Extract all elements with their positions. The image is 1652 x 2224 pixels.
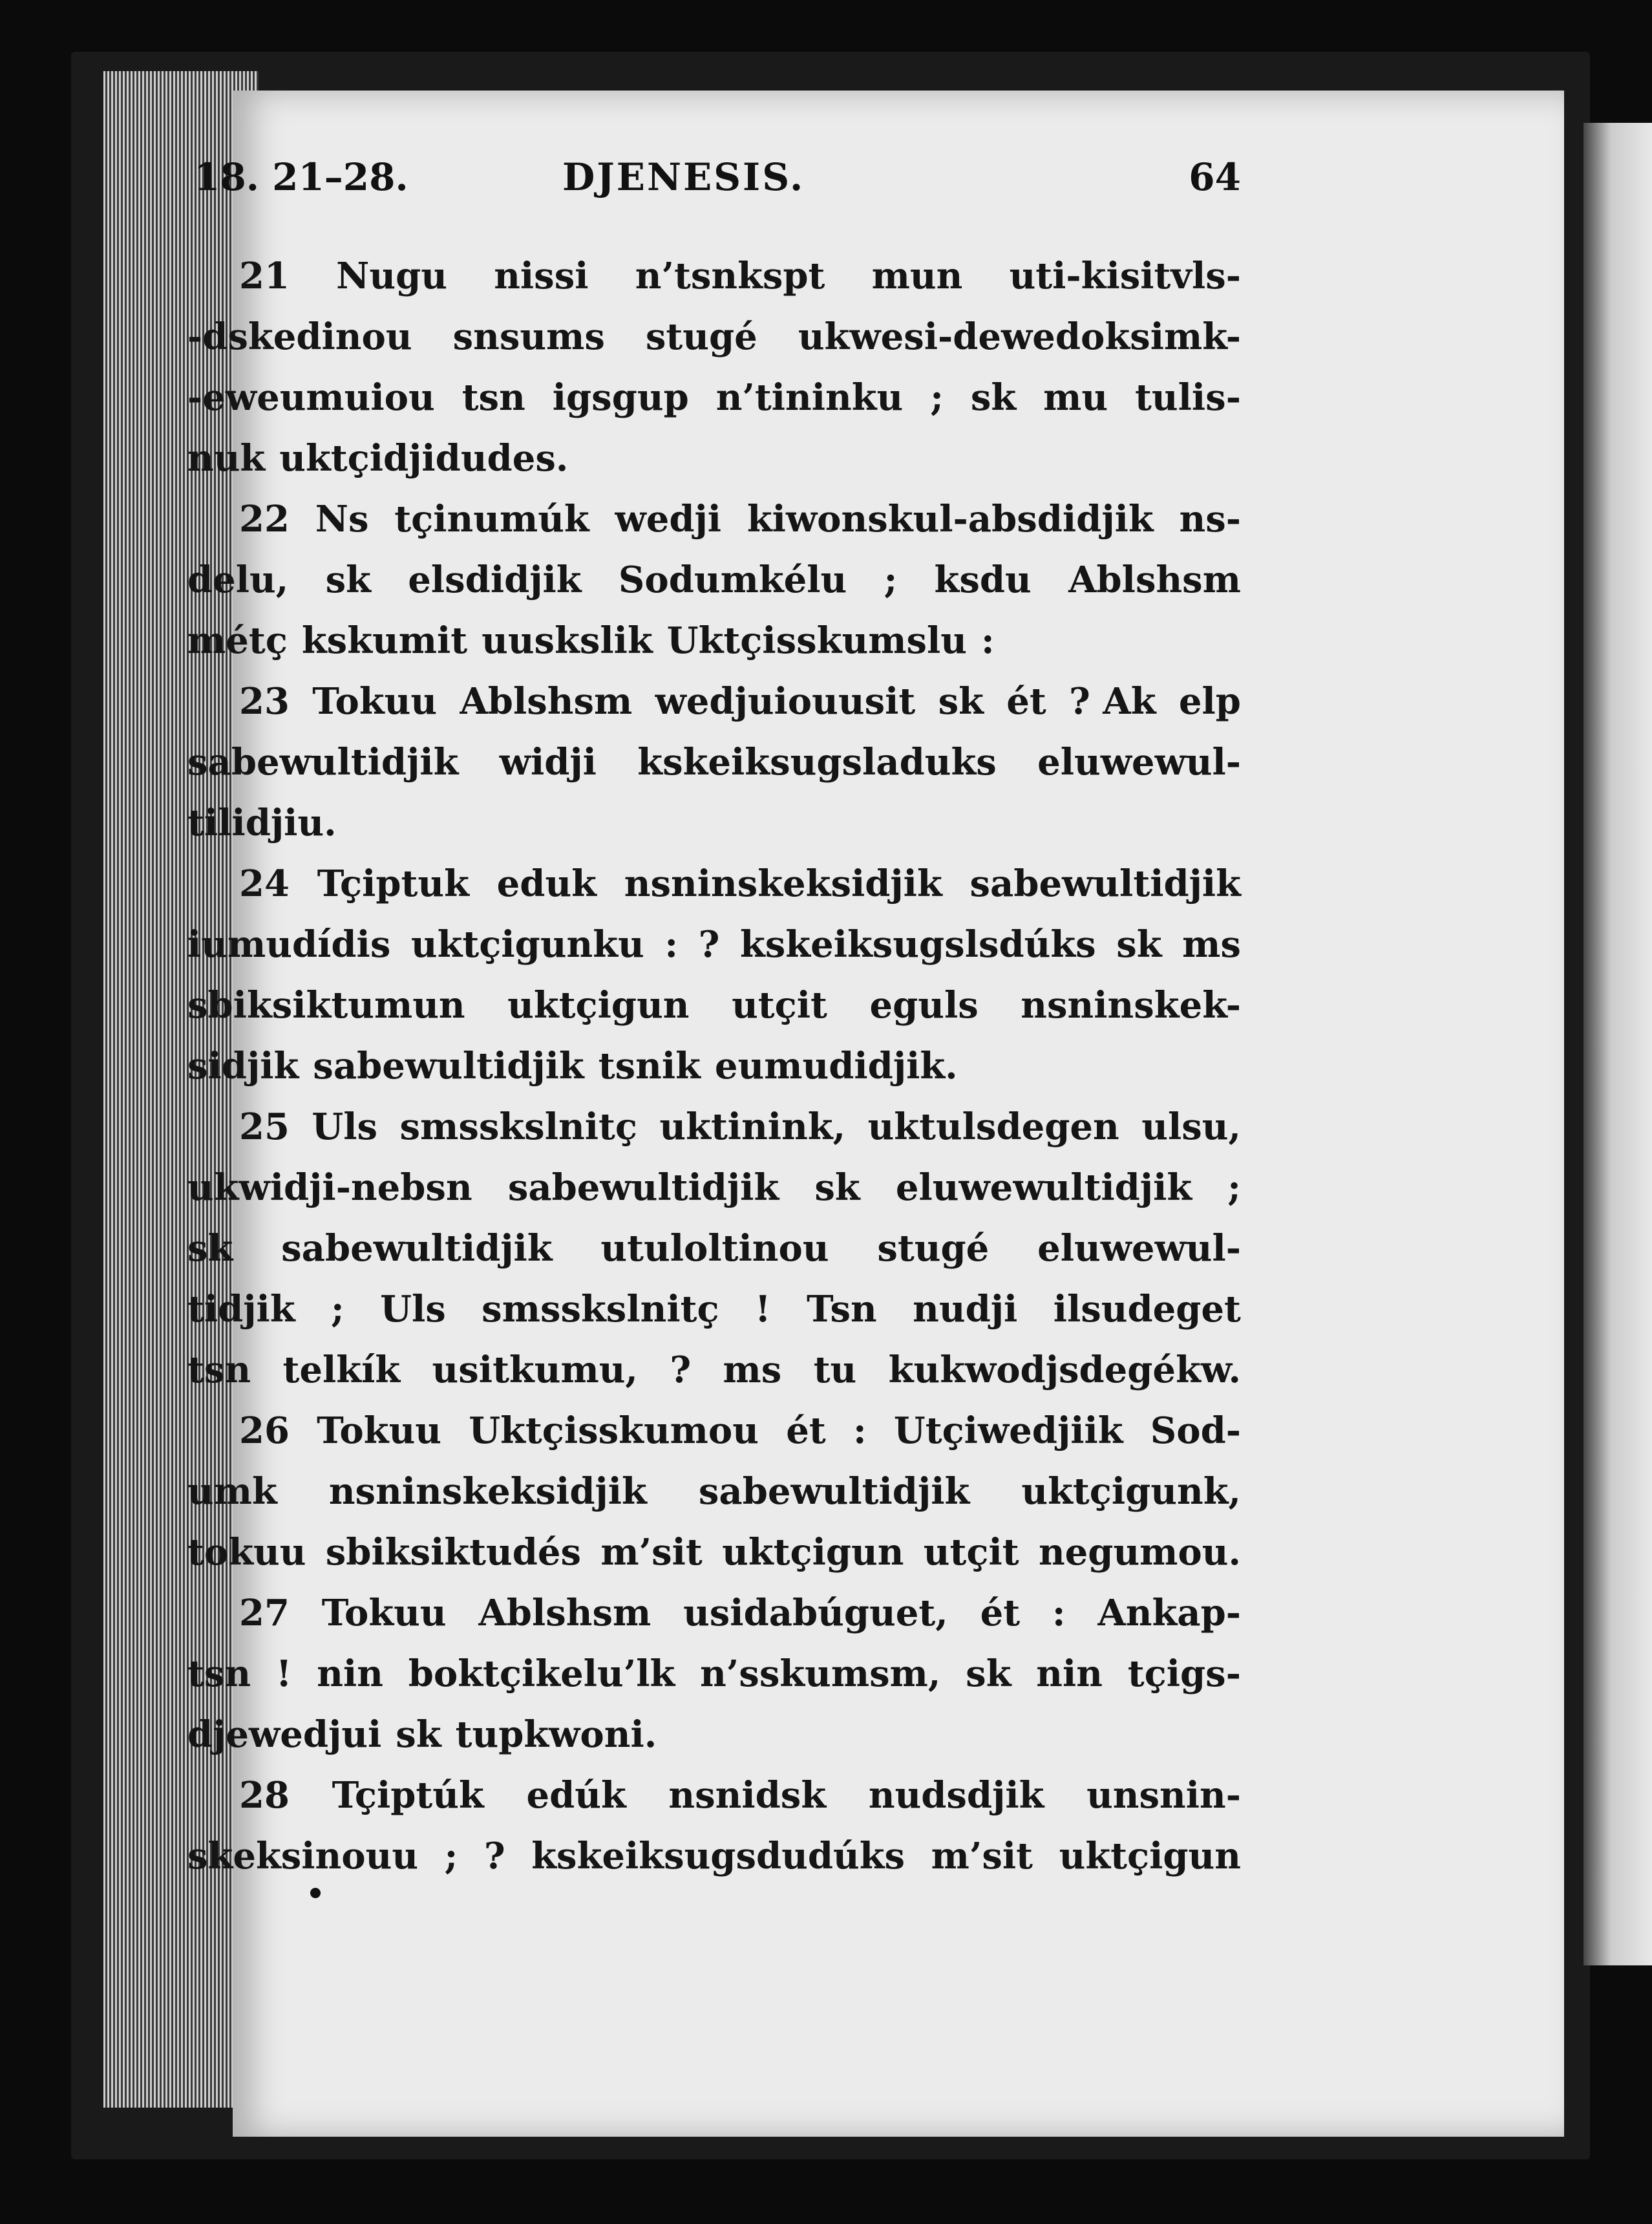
word: tsn: [187, 1349, 251, 1391]
word: Ablshsm: [1068, 559, 1241, 601]
word: snsums: [452, 315, 605, 358]
word: eduk: [496, 862, 597, 905]
word: Nugu: [336, 255, 447, 297]
word: nuk: [187, 437, 266, 480]
word: -eweumuiou: [187, 376, 435, 419]
word: igsgup: [552, 376, 689, 419]
text-line: [187, 853, 1241, 914]
word: uktçidjidudes.: [279, 437, 569, 480]
word: tsnik: [598, 1045, 701, 1087]
word: ns-: [1179, 498, 1241, 540]
word: usitkumu,: [432, 1349, 638, 1391]
facing-page-edge: [1583, 123, 1652, 1965]
word: eluwewul-: [1037, 741, 1241, 784]
text-line: [187, 610, 1241, 671]
text-line: [187, 1826, 1241, 1887]
word: uktçigun: [722, 1531, 904, 1574]
word: mun: [871, 255, 963, 297]
word: ms: [1182, 923, 1241, 966]
word: :: [852, 1409, 867, 1452]
word: ? Ak: [1068, 680, 1156, 723]
text-line: [187, 1461, 1241, 1522]
word: iumudídis: [187, 923, 391, 966]
word: kukwodjsdegékw.: [888, 1349, 1241, 1391]
word: Sodumkélu: [618, 559, 847, 601]
word: !: [275, 1652, 292, 1695]
word: tilidjiu.: [187, 802, 337, 844]
word: nin: [1036, 1652, 1103, 1695]
text-line: [187, 1096, 1241, 1157]
word: Uls: [312, 1106, 378, 1148]
word: sabewultidjik: [187, 741, 459, 784]
word: tulis-: [1135, 376, 1241, 419]
text-line: [187, 550, 1241, 610]
word: utçit: [732, 984, 827, 1027]
word: stugé: [877, 1227, 990, 1270]
text-line: [187, 306, 1241, 367]
word: ét: [1006, 680, 1046, 723]
word: sidjik: [187, 1045, 299, 1087]
text-line: [187, 1643, 1241, 1704]
word: sbiksiktumun: [187, 984, 465, 1027]
text-line: [187, 1522, 1241, 1583]
word: tçigs-: [1127, 1652, 1241, 1695]
word: Tçiptuk: [317, 862, 469, 905]
word: :: [980, 619, 995, 662]
word: uktçigunk,: [1021, 1470, 1241, 1513]
text-line: [187, 1157, 1241, 1218]
scripture-text-block: [187, 246, 1241, 1887]
word: Sod-: [1150, 1409, 1241, 1452]
text-line: [187, 246, 1241, 306]
verse-number: 28: [239, 1774, 290, 1817]
word: kskumit: [301, 619, 468, 662]
word: uktçigunku: [410, 923, 644, 966]
word: n’tininku: [715, 376, 904, 419]
word: mu: [1043, 376, 1108, 419]
word: sk: [966, 1652, 1011, 1695]
word: elsdidjik: [408, 559, 582, 601]
word: sk: [325, 559, 371, 601]
word: m’sit: [931, 1835, 1033, 1877]
word: ;: [1227, 1166, 1241, 1209]
verse-number: 27: [239, 1592, 290, 1634]
verse-number: 21: [239, 255, 290, 297]
word: métç: [187, 619, 288, 662]
verse-number: 24: [239, 862, 290, 905]
text-line: [187, 1218, 1241, 1279]
word: sk: [396, 1713, 441, 1756]
running-header: [194, 155, 1241, 259]
word: negumou.: [1038, 1531, 1241, 1574]
word: Tokuu: [312, 680, 438, 723]
word: uktçigun: [1059, 1835, 1241, 1877]
word: utuloltinou: [600, 1227, 829, 1270]
word: djewedjui: [187, 1713, 382, 1756]
text-line: [187, 489, 1241, 550]
word: ;: [444, 1835, 458, 1877]
word: ét: [980, 1592, 1021, 1634]
word: telkík: [282, 1349, 401, 1391]
word: ét: [786, 1409, 826, 1452]
word: sk: [938, 680, 984, 723]
word: nudji: [913, 1288, 1018, 1331]
word: :: [1052, 1592, 1066, 1634]
word: nsnidsk: [668, 1774, 827, 1817]
word: unsnin-: [1086, 1774, 1241, 1817]
word: sbiksiktudés: [325, 1531, 582, 1574]
word: eluwewultidjik: [895, 1166, 1192, 1209]
word: delu,: [187, 559, 289, 601]
word: sabewultidjik: [698, 1470, 970, 1513]
word: eguls: [869, 984, 979, 1027]
word: n’sskumsm,: [700, 1652, 941, 1695]
word: ?: [698, 923, 720, 966]
word: tu: [813, 1349, 857, 1391]
word: Tsn: [806, 1288, 877, 1331]
word: !: [754, 1288, 771, 1331]
word: smsskslnitç: [482, 1288, 719, 1331]
word: kiwonskul-absdidjik: [747, 498, 1154, 540]
word: eumudidjik.: [714, 1045, 958, 1087]
word: sk: [814, 1166, 860, 1209]
book-title: DJENESIS.: [562, 155, 805, 199]
word: sabewultidjik: [281, 1227, 553, 1270]
word: sabewultidjik: [313, 1045, 584, 1087]
word: Uls: [380, 1288, 446, 1331]
word: sabewultidjik: [969, 862, 1241, 905]
word: Ablshsm: [460, 680, 633, 723]
word: Tçiptúk: [332, 1774, 484, 1817]
word: tidjik: [187, 1288, 295, 1331]
word: usidabúguet,: [683, 1592, 948, 1634]
word: tsn: [187, 1652, 251, 1695]
word: m’sit: [600, 1531, 703, 1574]
word: -dskedinou: [187, 315, 412, 358]
word: boktçikelu’lk: [408, 1652, 675, 1695]
word: ;: [331, 1288, 344, 1331]
text-line: [187, 1704, 1241, 1765]
text-line: [187, 1400, 1241, 1461]
word: nudsdjik: [868, 1774, 1044, 1817]
word: nissi: [494, 255, 589, 297]
word: ilsudeget: [1053, 1288, 1241, 1331]
verse-number: 25: [239, 1106, 290, 1148]
word: tupkwoni.: [455, 1713, 657, 1756]
text-line: [187, 367, 1241, 428]
word: ?: [670, 1349, 692, 1391]
word: sabewultidjik: [507, 1166, 779, 1209]
word: uuskslik: [482, 619, 653, 662]
text-line: [187, 1279, 1241, 1340]
word: skeksinouu: [187, 1835, 419, 1877]
word: kskeiksugsladuks: [637, 741, 997, 784]
word: nsninskek-: [1021, 984, 1241, 1027]
word: tokuu: [187, 1531, 306, 1574]
word: Utçiwedjiik: [893, 1409, 1123, 1452]
word: eluwewul-: [1037, 1227, 1241, 1270]
word: Uktçisskumou: [469, 1409, 759, 1452]
word: uktçigun: [507, 984, 690, 1027]
word: kskeiksugslsdúks: [739, 923, 1096, 966]
word: :: [664, 923, 678, 966]
word: smsskslnitç: [399, 1106, 637, 1148]
word: utçit: [923, 1531, 1019, 1574]
page-number: 64: [1189, 155, 1241, 199]
word: sk: [187, 1227, 233, 1270]
word: kskeiksugsdudúks: [531, 1835, 905, 1877]
word: ukwesi-dewedoksimk-: [798, 315, 1241, 358]
text-line: [187, 793, 1241, 853]
word: Tokuu: [321, 1592, 447, 1634]
word: ksdu: [934, 559, 1032, 601]
word: Uktçisskumslu: [666, 619, 967, 662]
word: Tokuu: [317, 1409, 441, 1452]
word: uti-kisitvls-: [1009, 255, 1241, 297]
word: wedji: [615, 498, 722, 540]
verse-number: 22: [239, 498, 290, 540]
word: ;: [930, 376, 944, 419]
word: sk: [970, 376, 1017, 419]
text-line: [187, 1036, 1241, 1096]
word: nsninskeksidjik: [624, 862, 942, 905]
word: sk: [1116, 923, 1162, 966]
text-line: [187, 1340, 1241, 1400]
word: ms: [723, 1349, 782, 1391]
word: ;: [884, 559, 898, 601]
verse-number: 23: [239, 680, 290, 723]
text-line: [187, 1765, 1241, 1826]
text-line: [187, 428, 1241, 489]
word: Ankap-: [1097, 1592, 1241, 1634]
word: ulsu,: [1141, 1106, 1241, 1148]
word: edúk: [526, 1774, 626, 1817]
word: uktinink,: [659, 1106, 846, 1148]
word: nin: [317, 1652, 383, 1695]
word: widji: [499, 741, 597, 784]
word: nsninskeksidjik: [328, 1470, 647, 1513]
text-line: [187, 1583, 1241, 1643]
word: wedjuiouusit: [655, 680, 916, 723]
word: tçinumúk: [394, 498, 589, 540]
word: tsn: [461, 376, 525, 419]
word: Ablshsm: [478, 1592, 651, 1634]
word: n’tsnkspt: [635, 255, 825, 297]
text-line: [187, 914, 1241, 975]
word: ukwidji-nebsn: [187, 1166, 472, 1209]
verse-range: 18. 21–28.: [194, 155, 408, 199]
word: Ns: [315, 498, 369, 540]
text-line: [187, 732, 1241, 793]
text-line: [187, 975, 1241, 1036]
word: stugé: [645, 315, 757, 358]
verse-number: 26: [239, 1409, 290, 1452]
word: elp: [1178, 680, 1241, 723]
word: ?: [483, 1835, 505, 1877]
text-line: [187, 671, 1241, 732]
word: uktulsdegen: [867, 1106, 1119, 1148]
word: umk: [187, 1470, 277, 1513]
